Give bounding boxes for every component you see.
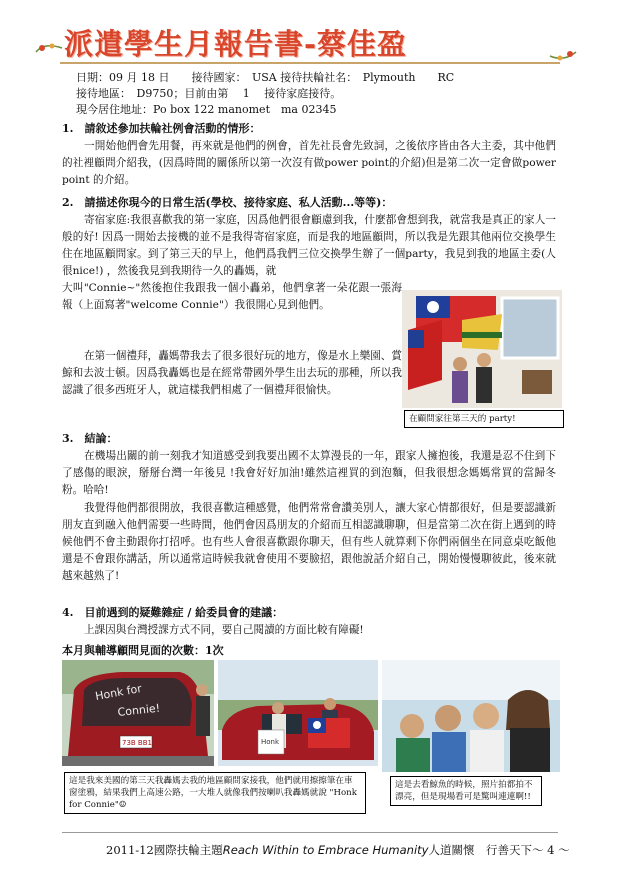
meta-date-host: 日期：09 月 18 日 接待國家： USA 接待扶輪社名： Plymouth RC xyxy=(76,71,455,84)
sign-writing: Honk xyxy=(261,738,280,746)
car-flag-illustration xyxy=(218,660,378,766)
whale-watching-photo xyxy=(382,660,560,772)
section-1-heading xyxy=(62,120,260,136)
car-window-writing: Honk for xyxy=(94,681,143,703)
section-3-paragraph-2: 我覺得他們都很開放，我很喜歡這種感覺，他們常常會讚美別人，讓大家心情都很好，但是要認識新朋友直到融入他們需要一些時間，他們會因爲朋友的介紹而互相認識聊聊，但是當第二次在街上遇到的時候他們不會主動跟你打招呼。也有些人會很喜歡跟你聊天，但有些人就算剩下你們兩個坐在同意桌吃飯他還是不會跟你講話，所以通常這時候我就會使用不要臉招，跟他說話介紹自己，開始慢慢聊彼此，後來就越來越熟了! xyxy=(62,502,556,582)
section-2-heading xyxy=(62,194,392,210)
meta-address: 現今居住地址：Po box 122 manomet ma 02345 xyxy=(76,103,337,116)
footer-prefix: 2011-12國際扶輪主題 xyxy=(106,843,223,857)
car-window-writing: Connie! xyxy=(116,701,161,719)
party-photo-illustration xyxy=(402,290,562,408)
footer-divider xyxy=(62,832,558,833)
section-4-heading xyxy=(62,604,283,620)
car-photo-caption: 這是我來美國的第三天我轟媽去我的地區顧問家接我，他們就用擦擦筆在車窗塗鴉，結果我們上高速公路，一大堆人就像我們按喇叭我轟媽就說 "Honk for Connie"☺ xyxy=(64,772,366,814)
section-title: 目前遇到的疑難雜症 / 給委員會的建議： xyxy=(84,606,284,619)
party-photo xyxy=(402,290,562,408)
section-title: 請敘述參加扶輪社例會活動的情形： xyxy=(84,122,261,135)
section-number: 3. xyxy=(62,432,74,445)
car-window-photo xyxy=(62,660,214,766)
decorative-flower-icon xyxy=(34,40,64,56)
whale-photo-caption: 這是去看鯨魚的時候，照片拍都拍不漂亮，但是現場看可是驚叫連連啊!! xyxy=(390,776,542,806)
car-flag-photo xyxy=(218,660,378,766)
section-number: 1. xyxy=(62,122,74,135)
section-number: 2. xyxy=(62,196,74,209)
section-4-body: 上課因與台灣授課方式不同，要自己閱讀的方面比較有障礙! xyxy=(84,624,364,636)
monthly-meetings-count: 本月與輔導顧問見面的次數：1次 xyxy=(62,644,224,657)
party-photo-caption: 在顧問家往第三天的 party! xyxy=(404,410,564,428)
footer-theme: Reach Within to Embrace Humanity xyxy=(222,843,429,857)
page-footer xyxy=(106,842,570,858)
car-window-illustration xyxy=(62,660,214,766)
whale-watching-illustration xyxy=(382,660,560,772)
section-2-paragraph-1-cont: 大叫"Connie~"然後抱住我跟我一個小轟弟，他們拿著一朵花跟一張海報（上面寫著"welcome Connie"）我很開心見到他們。 xyxy=(62,282,402,311)
license-plate: 73B BB1 xyxy=(122,739,152,747)
meta-district: 接待地區： D9750；目前由第 1 接待家庭接待。 xyxy=(76,87,342,100)
section-1-body: 一開始他們會先用餐，再來就是他們的例會，首先社長會先致詞，之後依序皆由各大主委，其中他們的社裡顧問介紹我，(因爲時間的關係所以第一次沒有做power point的介紹)但是第二次一定會做power point 的介紹。 xyxy=(62,140,556,186)
section-2-paragraph-2: 在第一個禮拜，轟媽帶我去了很多很好玩的地方，像是水上樂園、賞鯨和去波士頓。因爲我轟媽也是在經常帶國外學生出去玩的那種，所以我認識了很多西班牙人，就這樣我們相處了一個禮拜很愉快。 xyxy=(62,350,402,396)
section-3-heading xyxy=(62,430,117,446)
section-title: 結論： xyxy=(84,432,118,445)
page-title: 派遣學生月報告書-蔡佳盈 xyxy=(64,27,408,61)
section-number: 4. xyxy=(62,606,74,619)
title-divider xyxy=(60,62,560,64)
section-title: 請描述你現今的日常生活(學校、接待家庭、私人活動...等等)： xyxy=(84,196,393,209)
section-3-paragraph-1: 在機場出關的前一刻我才知道感受到我要出國不太算漫長的一年，跟家人擁抱後，我還是忍不住到下了感傷的眼淚，掰掰台灣一年後見 !我會好好加油!雖然這裡買的到泡麵，但我很想念媽媽常買的當歸冬粉。哈哈! xyxy=(62,450,556,496)
section-2-paragraph-1: 寄宿家庭:我很喜歡我的第一家庭，因爲他們很會顧慮到我，什麼都會想到我，就當我是真正的家人一般的好! 因爲一開始去接機的並不是我得寄宿家庭，而是我的地區顧問，所以我是先跟其他兩位交換學生住在地區顧問家。到了第三天的早上，他們爲我們三位交換學生辦了一個party，我見到我的地區主委(人很nice!) ，然後我見到我期待一久的轟媽，就 xyxy=(62,214,556,277)
footer-suffix: 人道關懷 行善天下～ 4 ～ xyxy=(428,843,570,857)
